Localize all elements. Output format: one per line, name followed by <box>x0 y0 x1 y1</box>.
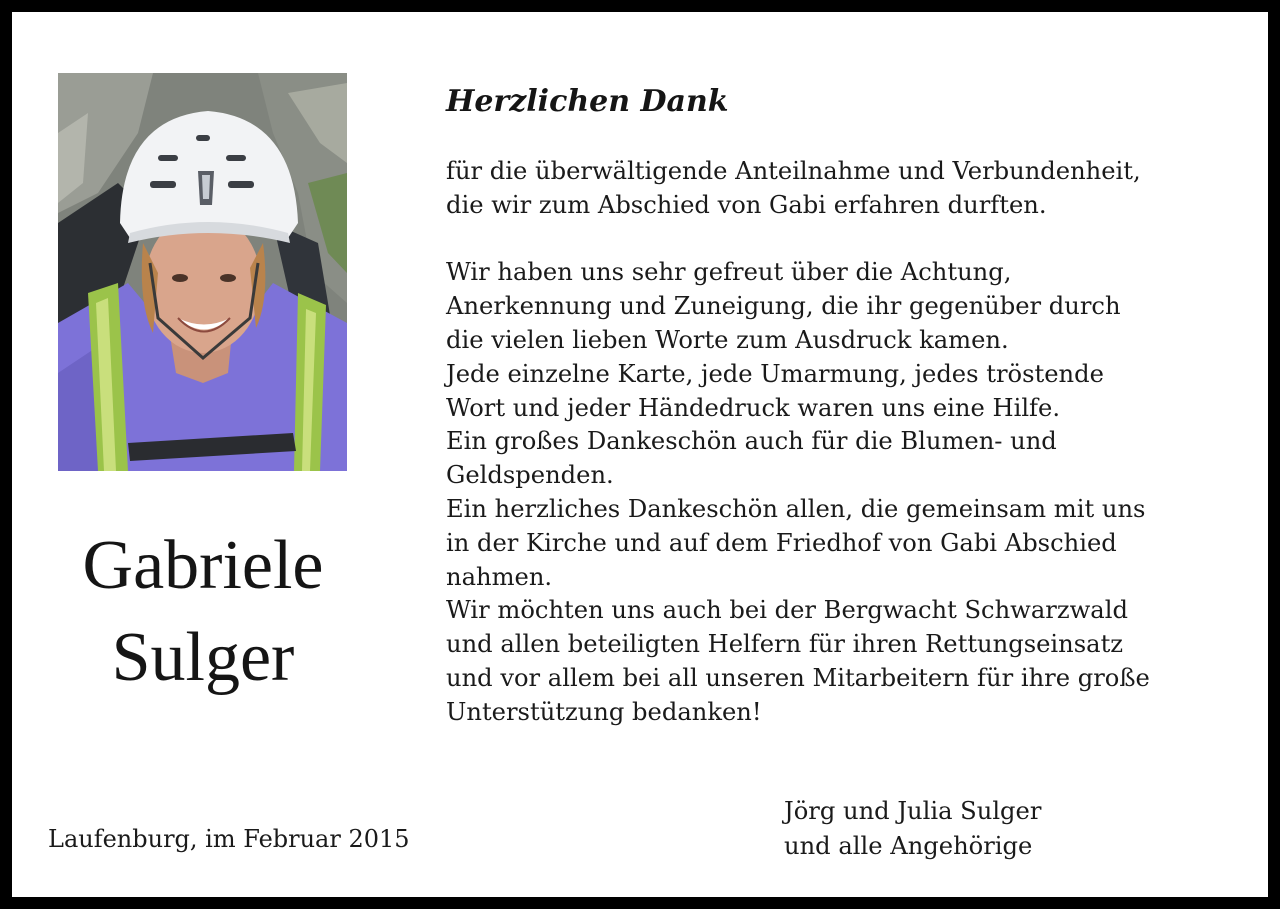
text-line: und allen beteiligten Helfern für ihren Rettungseinsatz <box>446 630 1124 659</box>
signature-block <box>784 794 1041 864</box>
signature-line: und alle Angehörige <box>784 832 1033 860</box>
text-line: in der Kirche und auf dem Friedhof von Gabi Abschied <box>446 528 1117 557</box>
text-line: Wir möchten uns auch bei der Bergwacht Schwarzwald <box>446 596 1128 625</box>
portrait-image <box>58 73 347 471</box>
thank-you-text <box>446 155 1246 730</box>
place-and-date: Laufenburg, im Februar 2015 <box>48 825 410 853</box>
text-line: Wir haben uns sehr gefreut über die Achtung, <box>446 258 1012 287</box>
deceased-last-name: Sulger <box>111 619 295 696</box>
signature-line: Jörg und Julia Sulger <box>784 797 1042 825</box>
text-line: die wir zum Abschied von Gabi erfahren durften. <box>446 190 1047 219</box>
text-line: Anerkennung und Zuneigung, die ihr gegenüber durch <box>446 292 1121 321</box>
text-line: und vor allem bei all unseren Mitarbeitern für ihre große <box>446 663 1150 692</box>
thank-you-heading: Herzlichen Dank <box>446 84 729 119</box>
text-line: für die überwältigende Anteilnahme und Verbundenheit, <box>446 157 1141 185</box>
text-line: Ein herzliches Dankeschön allen, die gemeinsam mit uns <box>446 494 1146 523</box>
paragraph-gap <box>446 223 1246 257</box>
portrait-photo <box>58 73 347 471</box>
text-line: die vielen lieben Worte zum Ausdruck kamen. <box>446 325 1009 354</box>
text-line: Wort und jeder Händedruck waren uns eine Hilfe. <box>446 393 1061 422</box>
deceased-first-name: Gabriele <box>82 527 324 604</box>
text-line: nahmen. <box>446 562 553 591</box>
text-line: Geldspenden. <box>446 461 614 490</box>
text-line: Unterstützung bedanken! <box>446 697 762 726</box>
text-line: Jede einzelne Karte, jede Umarmung, jedes tröstende <box>446 359 1104 388</box>
text-line: Ein großes Dankeschön auch für die Blumen- und <box>446 427 1057 456</box>
